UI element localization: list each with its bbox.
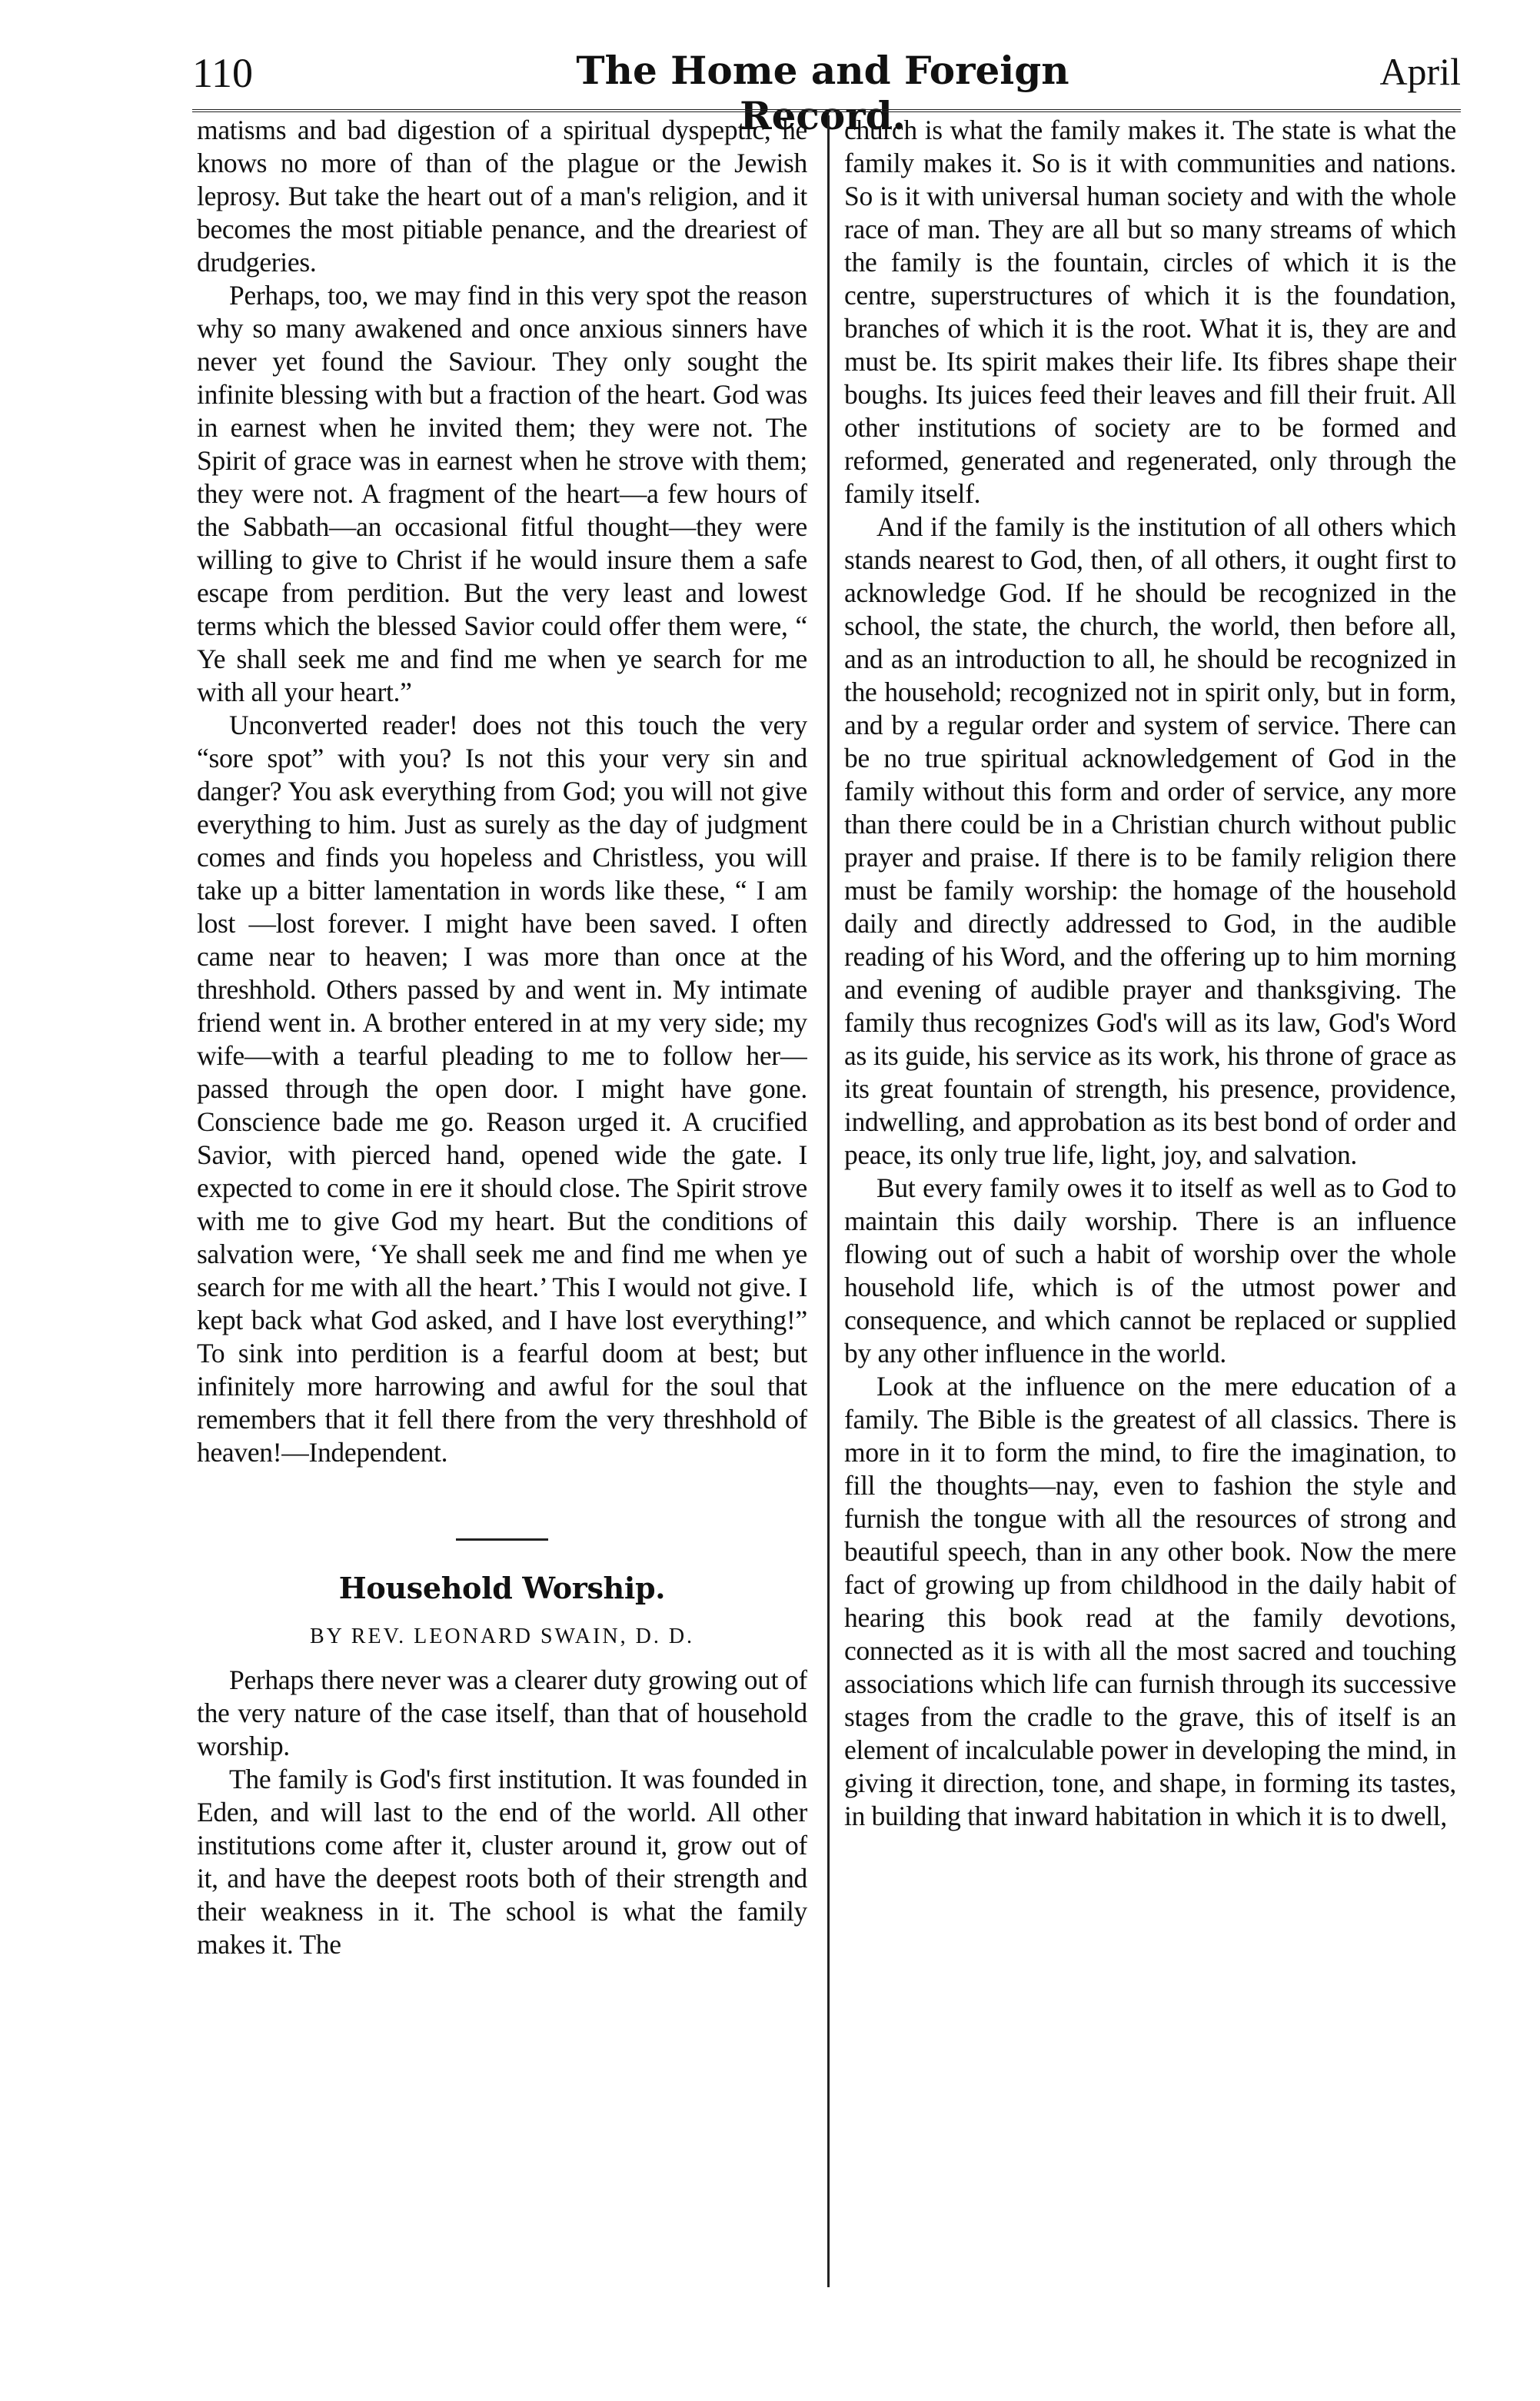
- section-divider: [456, 1538, 548, 1541]
- header-rule: [192, 109, 1461, 112]
- paragraph: matisms and bad digestion of a spiritual dyspeptic, he knows no more of than of the plague or the Jewish leprosy. But take the heart out of a man's religion, and it becomes the most pitiable penance, and the dreariest of drudgeries.: [197, 115, 807, 278]
- running-header: [192, 48, 1461, 138]
- column-divider: [827, 115, 830, 2287]
- paragraph: Perhaps there never was a clearer duty growing out of the very nature of the case itself, than that of household worship.: [197, 1664, 807, 1761]
- paragraph: But every family owes it to itself as well as to God to maintain this daily worship. There is an influence flowing out of such a habit of worship over the whole household life, which is of the utmost power and consequence, and which cannot be replaced or supplied by any other influence in the world.: [844, 1172, 1456, 1368]
- left-column: [197, 114, 807, 2297]
- paragraph: And if the family is the institution of all others which stands nearest to God, then, of all others, it ought first to acknowledge God. If he should be recognized in the school, the state, the church, the world, then before all, and as an introduction to all, he should be recognized in the household; recognized not in spirit only, but in form, and by a regular order and system of service. There can be no true spiritual acknowledgement of God in the family without this form and order of service, any more than there could be in a Christian church without public prayer and praise. If there is to be family religion there must be family worship: the homage of the household daily and directly addressed to God, in the audible reading of his Word, and the offering up to him morning and evening of audible prayer and thanksgiving. The family thus recognizes God's will as its law, God's Word as its guide, his service as its work, his throne of grace as its great fountain of strength, his presence, providence, indwelling, and approbation as its best bond of order and peace, its only true life, light, joy, and salvation.: [844, 511, 1456, 1170]
- paragraph: Unconverted reader! does not this touch the very “sore spot” with you? Is not this your very sin and danger? You ask everything from God; you will not give everything to him. Just as surely as the day of judgment comes and finds you hopeless and Christless, you will take up a bitter lamentation in words like these, “ I am lost —lost forever. I might have been saved. I often came near to heaven; I was more than once at the threshhold. Others passed by and went in. My intimate friend went in. A brother entered in at my very side; my wife—with a tearful pleading to me to follow her—passed through the open door. I might have gone. Conscience bade me go. Reason urged it. A crucified Savior, with pierced hand, opened wide the gate. I expected to come in ere it should close. The Spirit strove with me to give God my heart. But the conditions of salvation were, ‘Ye shall seek me and find me when ye search for me with all the heart.’ This I would not give. I kept back what God asked, and I have lost everything!” To sink into perdition is a fearful doom at best; but infinitely more harrowing and awful for the soul that remembers that it fell there from the very threshhold of heaven!—Independent.: [197, 710, 807, 1468]
- article-title: Household Worship.: [338, 1571, 666, 1605]
- paragraph: The family is God's first institution. It was founded in Eden, and will last to the end of the world. All other institutions come after it, cluster around it, grow out of it, and have the deepest roots both of their strength and their weakness in it. The school is what the family makes it. The: [197, 1764, 807, 1960]
- right-column: [844, 114, 1456, 2297]
- issue-month: April: [1379, 50, 1461, 93]
- journal-title: The Home and Foreign Record.: [576, 48, 1069, 138]
- paragraph: Look at the influence on the mere education of a family. The Bible is the greatest of all classics. There is more in it to form the mind, to fire the imagination, to fill the thoughts—nay, even to fashion the style and furnish the tongue with all the resources of strong and beautiful speech, than in any other book. Now the mere fact of growing up from childhood in the daily habit of hearing this book read at the family devotions, connected as it is with all the most sacred and touching associations which life can furnish through its successive stages from the cradle to the grave, this of itself is an element of incalculable power in developing the mind, in giving it direction, tone, and shape, in forming its tastes, in building that inward habitation in which it is to dwell,: [844, 1371, 1456, 1831]
- paragraph: church is what the family makes it. The state is what the family makes it. So is it with communities and nations. So is it with universal human society and with the whole race of man. They are all but so many streams of which the family is the fountain, circles of which it is the centre, superstructures of which it is the foundation, branches of which it is the root. What it is, they are and must be. Its spirit makes their life. Its fibres shape their boughs. Its juices feed their leaves and fill their fruit. All other institutions of society are to be formed and reformed, generated and regenerated, only through the family itself.: [844, 115, 1456, 509]
- paragraph: Perhaps, too, we may find in this very spot the reason why so many awakened and once anxious sinners have never yet found the Saviour. They only sought the infinite blessing with but a fraction of the heart. God was in earnest when he invited them; they were not. The Spirit of grace was in earnest when he strove with them; they were not. A fragment of the heart—a few hours of the Sabbath—an occasional fitful thought—they were willing to give to Christ if he would insure them a safe escape from perdition. But the very least and lowest terms which the blessed Savior could offer them were, “ Ye shall seek me and find me when ye search for me with all your heart.”: [197, 280, 807, 707]
- article-byline: BY REV. LEONARD SWAIN, D. D.: [309, 1624, 695, 1648]
- page-number: 110: [192, 50, 253, 96]
